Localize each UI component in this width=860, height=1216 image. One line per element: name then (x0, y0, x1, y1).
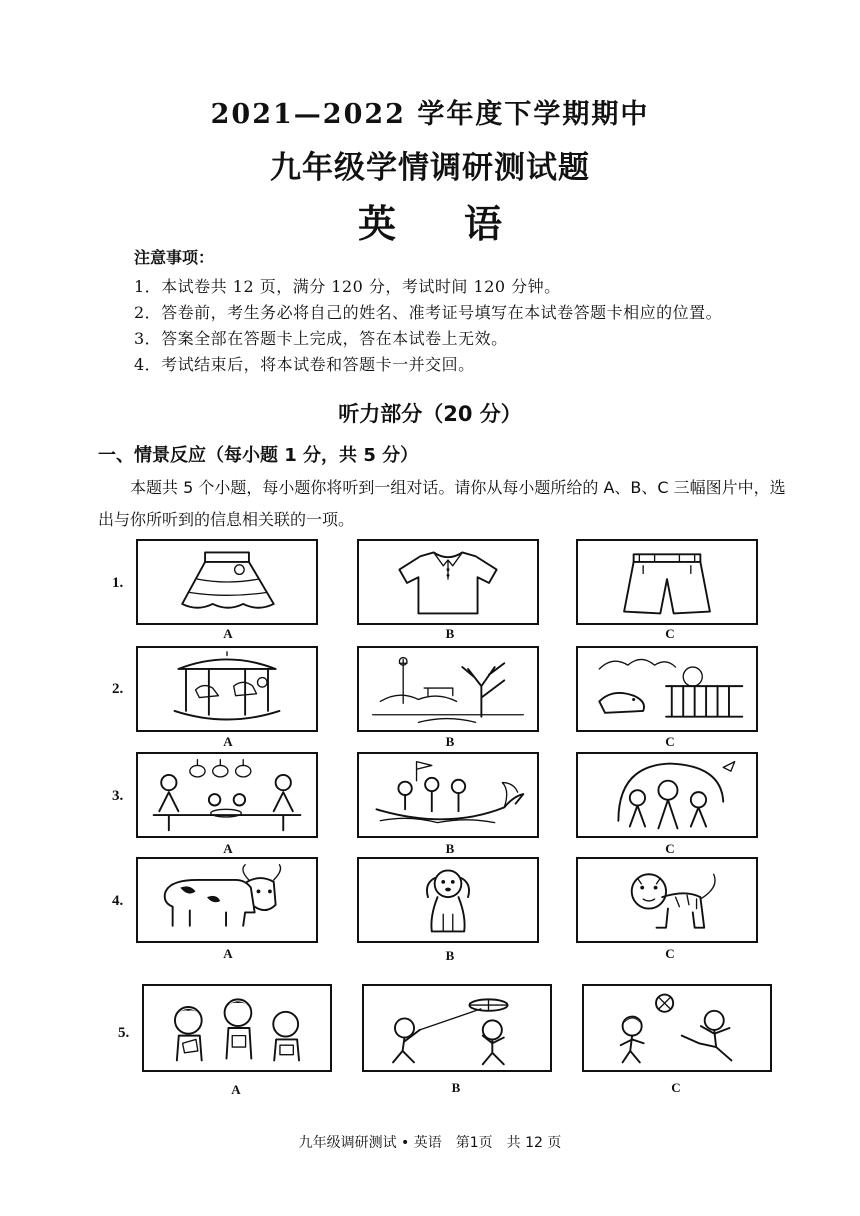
dragon-boat-icon (359, 754, 537, 836)
notes-block (134, 245, 814, 378)
q1-option-c-image[interactable] (576, 539, 758, 625)
exam-term-title: 2021—2022 学年度下学期期中 (210, 99, 650, 130)
q5-option-b-image[interactable] (362, 984, 552, 1072)
note-item: 2．答卷前，考生务必将自己的姓名、准考证号填写在本试卷答题卡相应的位置。 (134, 303, 723, 322)
option-label: C (665, 841, 675, 856)
option-label: B (445, 734, 455, 749)
part-instructions: 本题共 5 个小题，每小题你将听到一组对话。请你从每小题所给的 A、B、C 三幅图片中，选出与你所听到的信息相关联的一项。 (98, 478, 786, 529)
option-label: A (223, 626, 233, 641)
note-item: 1．本试卷共 12 页，满分 120 分，考试时间 120 分钟。 (134, 277, 561, 296)
page-footer: 九年级调研测试 • 英语 第1页 共 12 页 (298, 1135, 562, 1151)
option-label: C (665, 734, 675, 749)
q4-option-b-image[interactable] (357, 857, 539, 943)
option-label: C (665, 626, 675, 641)
subject-char-2: 语 (464, 201, 503, 246)
q3-option-b-image[interactable] (357, 752, 539, 838)
q4-option-c-image[interactable] (576, 857, 758, 943)
ox-icon (138, 859, 316, 941)
shorts-icon (578, 541, 756, 623)
option-label: B (451, 1080, 461, 1095)
zoo-icon (578, 648, 756, 730)
park-icon (359, 648, 537, 730)
mid-autumn-family-icon (578, 754, 756, 836)
q2-option-b-image[interactable] (357, 646, 539, 732)
question-number: 4. (112, 893, 124, 909)
polo-shirt-icon (359, 541, 537, 623)
subject-char-1: 英 (357, 201, 396, 246)
skirt-icon (138, 541, 316, 623)
carousel-icon (138, 648, 316, 730)
option-label: C (665, 946, 675, 961)
option-label: B (445, 841, 455, 856)
section-title: 听力部分（20 分） (338, 402, 522, 426)
dog-icon (359, 859, 537, 941)
question-number: 2. (112, 681, 124, 697)
option-label: B (445, 626, 455, 641)
q1-option-a-image[interactable] (136, 539, 318, 625)
q2-option-c-image[interactable] (576, 646, 758, 732)
option-label: A (223, 734, 233, 749)
playing-football-icon (584, 986, 770, 1070)
subject-title (0, 193, 860, 248)
q2-option-a-image[interactable] (136, 646, 318, 732)
exam-title: 九年级学情调研测试题 (270, 150, 590, 186)
question-number: 3. (112, 788, 124, 804)
q5-option-c-image[interactable] (582, 984, 772, 1072)
q3-option-a-image[interactable] (136, 752, 318, 838)
question-number: 5. (118, 1025, 130, 1041)
q4-option-a-image[interactable] (136, 857, 318, 943)
option-label: B (445, 948, 455, 963)
q3-option-c-image[interactable] (576, 752, 758, 838)
option-label: A (223, 841, 233, 856)
part-title: 一、情景反应（每小题 1 分，共 5 分） (98, 445, 419, 466)
flying-kite-icon (364, 986, 550, 1070)
option-label: C (671, 1080, 681, 1095)
q5-option-a-image[interactable] (142, 984, 332, 1072)
note-item: 4．考试结束后，将本试卷和答题卡一并交回。 (134, 355, 475, 374)
option-label: A (231, 1082, 241, 1097)
children-reading-icon (144, 986, 330, 1070)
question-number: 1. (112, 575, 124, 591)
q1-option-b-image[interactable] (357, 539, 539, 625)
notes-heading: 注意事项： (134, 248, 215, 267)
family-lanterns-icon (138, 754, 316, 836)
option-label: A (223, 946, 233, 961)
tiger-icon (578, 859, 756, 941)
note-item: 3．答案全部在答题卡上完成，答在本试卷上无效。 (134, 329, 508, 348)
